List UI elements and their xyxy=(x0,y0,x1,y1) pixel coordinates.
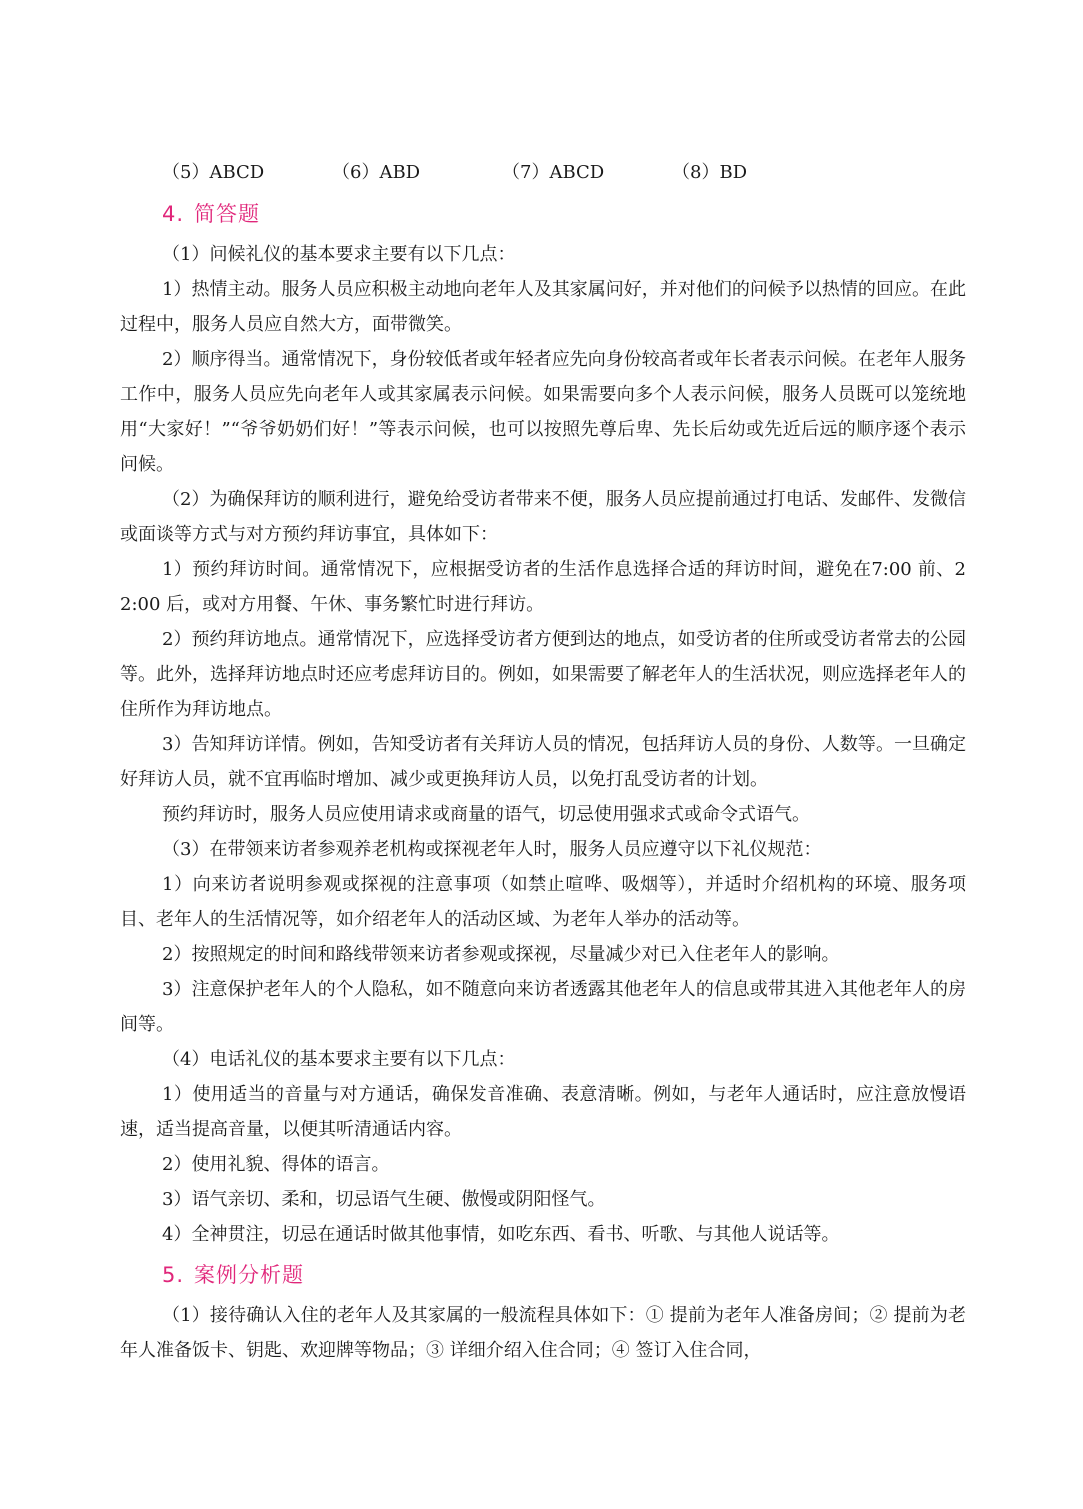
answer-item: （8）BD xyxy=(672,162,748,183)
paragraph: 预约拜访时，服务人员应使用请求或商量的语气，切忌使用强求式或命令式语气。 xyxy=(162,804,810,825)
paragraph: 4）全神贯注，切忌在通话时做其他事情，如吃东西、看书、听歌、与其他人说话等。 xyxy=(162,1224,840,1245)
paragraph: 2）预约拜访地点。通常情况下，应选择受访者方便到达的地点，如受访者的住所或受访者常去的公园等。此外，选择拜访地点时还应考虑拜访目的。例如，如果需要了解老年人的生活状况，则应选择老年人的住所作为拜访地点。 xyxy=(120,629,966,720)
section-heading-short-answer xyxy=(120,191,966,237)
paragraph: 3）注意保护老年人的个人隐私，如不随意向来访者透露其他老年人的信息或带其进入其他老年人的房间等。 xyxy=(120,979,966,1035)
answer-item: （6）ABD xyxy=(332,162,421,183)
paragraph: 1）热情主动。服务人员应积极主动地向老年人及其家属问好，并对他们的问候予以热情的回应。在此过程中，服务人员应自然大方，面带微笑。 xyxy=(120,279,966,335)
paragraph: （2）为确保拜访的顺利进行，避免给受访者带来不便，服务人员应提前通过打电话、发邮件、发微信或面谈等方式与对方预约拜访事宜，具体如下： xyxy=(120,489,966,545)
paragraph: 1）使用适当的音量与对方通话，确保发音准确、表意清晰。例如，与老年人通话时，应注意放慢语速，适当提高音量，以便其听清通话内容。 xyxy=(120,1084,966,1140)
answer-item: （5）ABCD xyxy=(162,162,265,183)
answer-item: （7）ABCD xyxy=(502,162,605,183)
paragraph: 1）向来访者说明参观或探视的注意事项（如禁止喧哗、吸烟等），并适时介绍机构的环境、服务项目、老年人的生活情况等，如介绍老年人的活动区域、为老年人举办的活动等。 xyxy=(120,874,966,930)
paragraph: 2）使用礼貌、得体的语言。 xyxy=(162,1154,390,1175)
paragraph: （1）接待确认入住的老年人及其家属的一般流程具体如下：① 提前为老年人准备房间；② 提前为老年人准备饭卡、钥匙、欢迎牌等物品；③ 详细介绍入住合同；④ 签订入住合同， xyxy=(120,1305,966,1361)
paragraph: （3）在带领来访者参观养老机构或探视老年人时，服务人员应遵守以下礼仪规范： xyxy=(162,839,822,860)
paragraph: 3）告知拜访详情。例如，告知受访者有关拜访人员的情况，包括拜访人员的身份、人数等。一旦确定好拜访人员，就不宜再临时增加、减少或更换拜访人员，以免打乱受访者的计划。 xyxy=(120,734,966,790)
paragraph: 3）语气亲切、柔和，切忌语气生硬、傲慢或阴阳怪气。 xyxy=(162,1189,606,1210)
paragraph: 1）预约拜访时间。通常情况下，应根据受访者的生活作息选择合适的拜访时间，避免在7:00 前、22:00 后，或对方用餐、午休、事务繁忙时进行拜访。 xyxy=(120,559,966,615)
paragraph: 2）顺序得当。通常情况下，身份较低者或年轻者应先向身份较高者或年长者表示问候。在老年人服务工作中，服务人员应先向老年人或其家属表示问候。如果需要向多个人表示问候，服务人员既可以笼统地用“大家好！”“爷爷奶奶们好！”等表示问候，也可以按照先尊后卑、先长后幼或先近后远的顺序逐个表示问候。 xyxy=(120,349,966,475)
paragraph: （1）问候礼仪的基本要求主要有以下几点： xyxy=(162,244,516,265)
paragraph: 2）按照规定的时间和路线带领来访者参观或探视，尽量减少对已入住老年人的影响。 xyxy=(162,944,840,965)
paragraph: （4）电话礼仪的基本要求主要有以下几点： xyxy=(162,1049,516,1070)
page-content xyxy=(120,155,966,1368)
section-title: 案例分析题 xyxy=(194,1263,305,1287)
section-title: 简答题 xyxy=(194,202,261,226)
section-number: 5. xyxy=(162,1263,185,1287)
section-heading-case-analysis xyxy=(120,1252,966,1298)
answer-row xyxy=(120,155,966,191)
section-number: 4. xyxy=(162,202,185,226)
